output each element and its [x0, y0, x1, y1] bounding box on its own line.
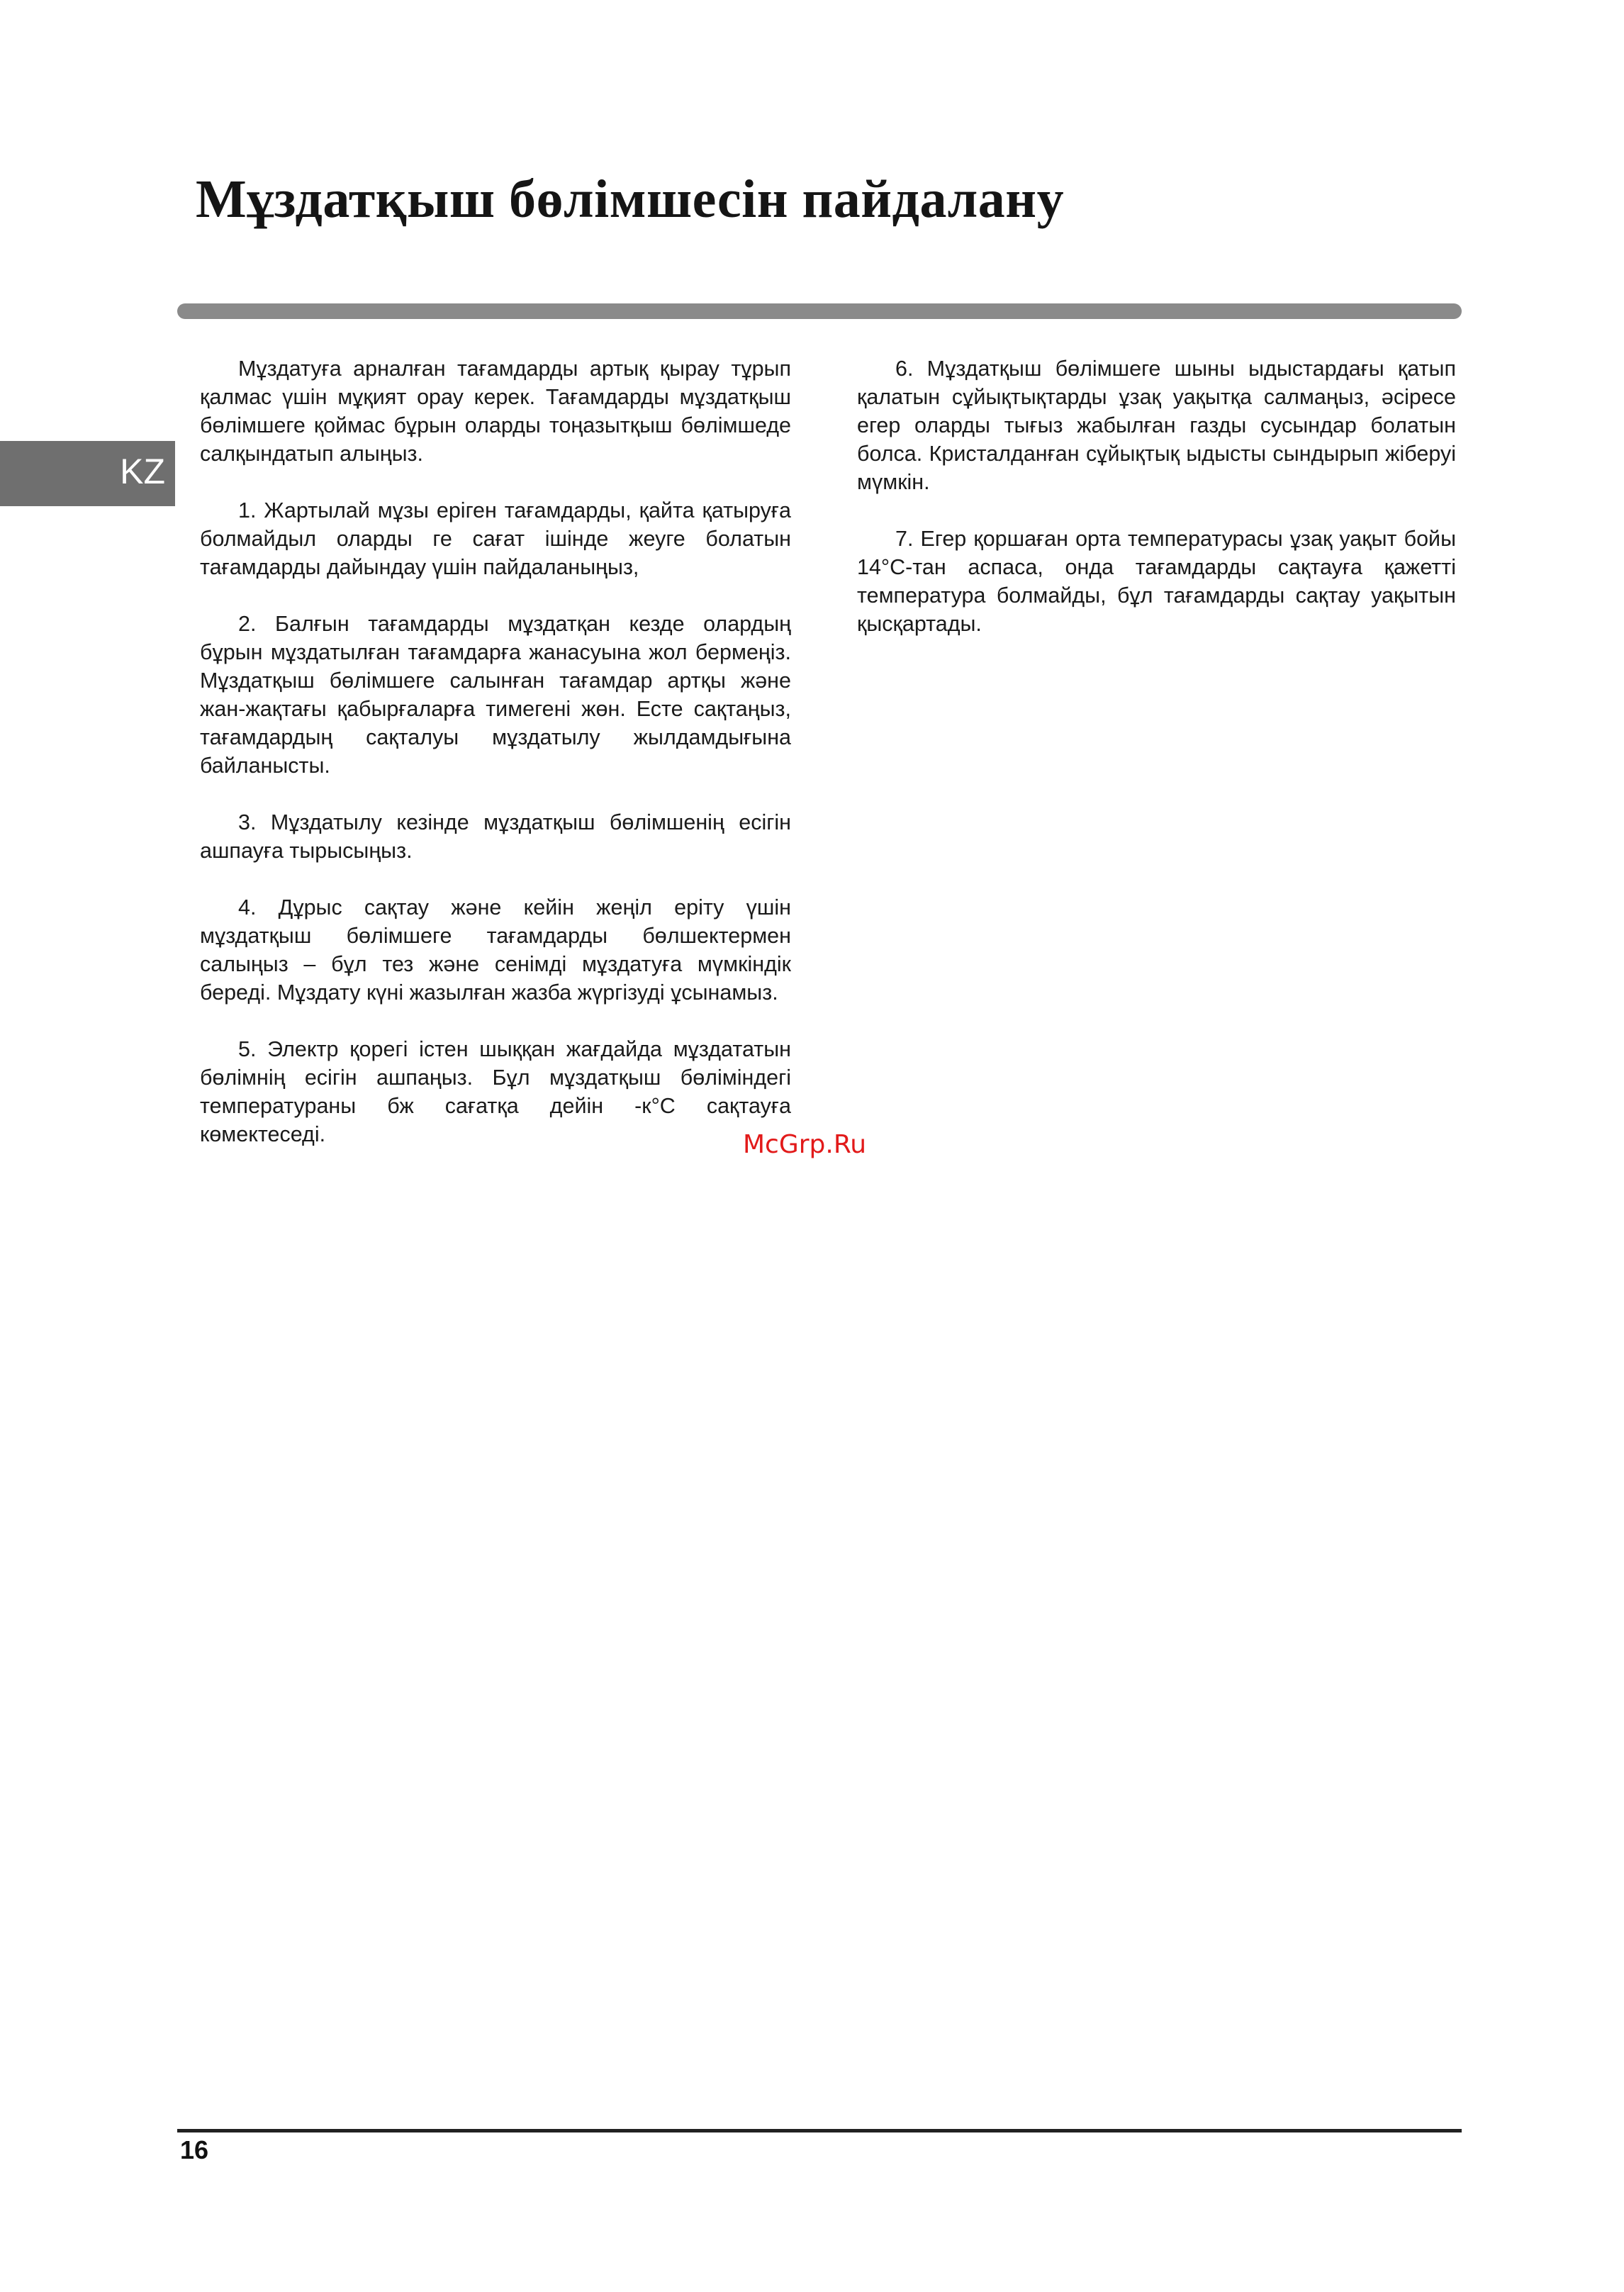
watermark: McGrp.Ru: [743, 1130, 867, 1159]
left-column: [200, 354, 791, 1177]
right-column: [857, 354, 1456, 666]
title-divider: [177, 303, 1462, 319]
list-item-1: 1. Жартылай мұзы еріген тағамдарды, қайта қатыруға болмайдыл оларды ге сағат ішінде жеуге болатын тағамдарды дайындау үшін пайдаланыңыз,: [200, 498, 791, 579]
intro-paragraph: Мұздатуға арналған тағамдарды артық қырау тұрып қалмас үшін мұқият орау керек. Тағамдарды мұздатқыш бөлімшеге қоймас бұрын оларды тоңазытқыш бөлімшеде салқындатып алыңыз.: [200, 357, 791, 466]
list-item-5: 5. Электр қорегі істен шыққан жағдайда мұздататын бөлімнің есігін ашпаңыз. Бұл мұздатқыш бөліміндегі температураны бж сағатқа дейін -к°С сақтауға көмектеседі.: [200, 1037, 791, 1146]
list-item-2: 2. Балғын тағамдарды мұздатқан кезде олардың бұрын мұздатылған тағамдарға жанасуына жол бермеңіз. Мұздатқыш бөлімшеге салынған тағамдар артқы және жан-жақтағы қабырғаларға тимегені жөн. Есте сақтаңыз, тағамдардың сақталуы мұздатылу жылдамдығына байланысты.: [200, 612, 791, 778]
list-item-4: 4. Дұрыс сақтау және кейін жеңіл еріту үшін мұздатқыш бөлімшеге тағамдарды бөлшектермен салыңыз – бұл тез және сенімді мұздатуға мүмкіндік береді. Мұздату күні жазылған жазба жүргізуді ұсынамыз.: [200, 895, 791, 1005]
page-number: 16: [180, 2135, 209, 2164]
language-tab-label: KZ: [120, 452, 165, 491]
list-item-6: 6. Мұздатқыш бөлімшеге шыны ыдыстардағы қатып қалатын сұйықтықтарды ұзақ уақытқа салмаңыз, әсіресе егер оларды тығыз жабылған газды сусындар болатын болса. Кристалданған сұйықтық ыдысты сындырып жіберуі мүмкін.: [857, 357, 1456, 494]
page-title: Мұздатқыш бөлімшесін пайдалану: [196, 169, 1065, 229]
language-tab: [0, 441, 175, 506]
list-item-7: 7. Егер қоршаған орта температурасы ұзақ уақыт бойы 14°С-тан аспаса, онда тағамдарды сақтауға қажетті температура болмайды, бұл тағамдарды сақтау уақытын қысқартады.: [857, 527, 1456, 636]
footer-divider: [177, 2129, 1462, 2132]
list-item-3: 3. Мұздатылу кезінде мұздатқыш бөлімшенің есігін ашпауға тырысыңыз.: [200, 810, 791, 863]
